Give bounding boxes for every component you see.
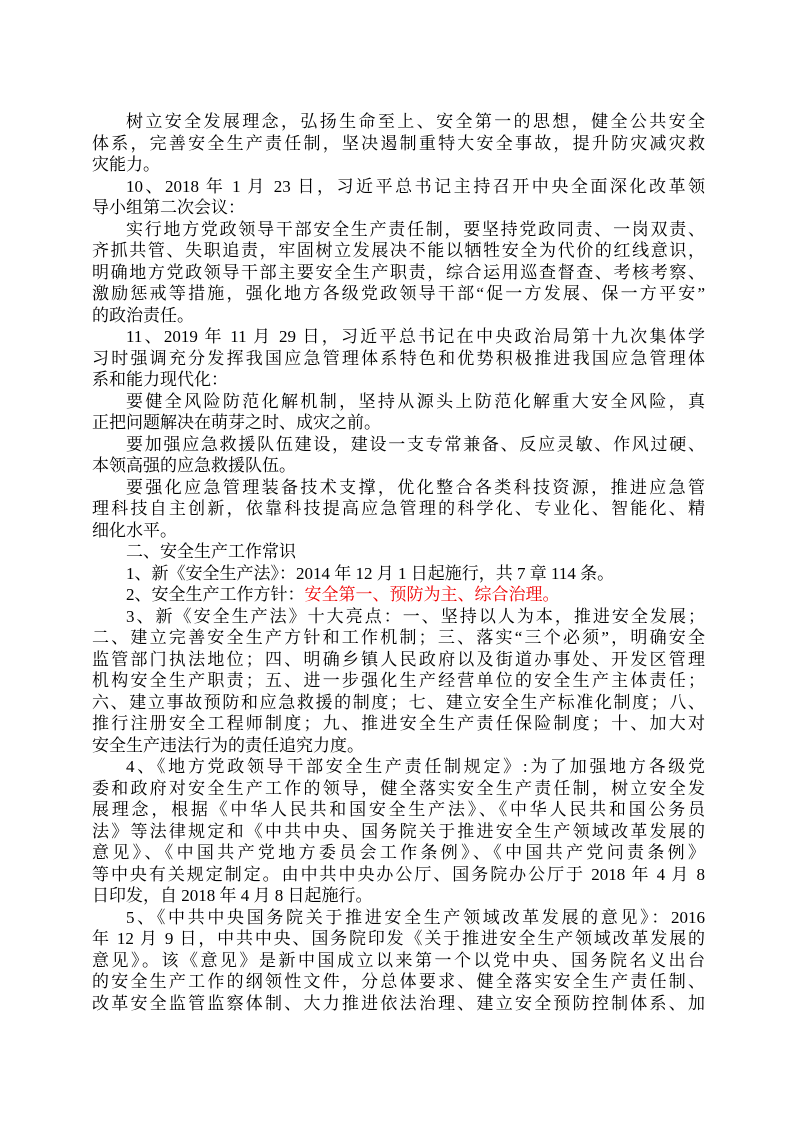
text-line (92, 993, 705, 1015)
body-text: 细化水平。 (92, 520, 177, 540)
document-body (92, 111, 705, 1014)
body-text: 的安全生产工作的纲领性文件，分总体要求、健全落实安全生产责任制、 (92, 972, 705, 991)
body-text: 改革安全监管监察体制、大力推进依法治理、建立安全预防控制体系、加 (92, 993, 705, 1013)
text-line (92, 154, 705, 176)
item-1-new-safety-law (92, 563, 705, 585)
text-line (92, 971, 705, 993)
text-line (92, 197, 705, 219)
text-line (92, 778, 705, 800)
text-line (92, 713, 705, 735)
text-line (92, 326, 705, 348)
text-line (92, 928, 705, 950)
body-text: 11、2019 年 11 月 29 日，习近平总书记在中央政治局第十九次集体学 (126, 327, 705, 346)
body-text: 等中央有关规定制定。由中共中央办公厅、国务院办公厅于 2018 年 4 月 8 (92, 864, 705, 884)
body-text: 六、建立事故预防和应急救援的制度；七、建立安全生产标准化制度；八、 (92, 692, 705, 712)
body-text: 树立安全发展理念，弘扬生命至上、安全第一的思想，健全公共安全 (126, 112, 705, 131)
para-point-10 (92, 176, 705, 219)
text-line (92, 735, 705, 757)
text-line (92, 240, 705, 262)
text-line (92, 477, 705, 499)
body-text: 本领高强的应急救援队伍。 (92, 456, 296, 475)
text-line (92, 649, 705, 671)
body-text: 二、建立完善安全生产方针和工作机制；三、落实“三个必须”，明确安全 (92, 628, 705, 647)
body-text: 实行地方党政领导干部安全生产责任制，要坚持党政同责、一岗双责、 (126, 219, 705, 239)
para-opening-continuation (92, 111, 705, 176)
body-text: 要加强应急救援队伍建设，建设一支专常兼备、反应灵敏、作风过硬、 (126, 434, 705, 454)
text-line (92, 584, 705, 606)
body-text: 3、新《安全生产法》十大亮点：一、坚持以人为本，推进安全发展； (126, 606, 705, 626)
text-line (92, 606, 705, 628)
text-line (92, 864, 705, 886)
para-point-11-detail-1 (92, 391, 705, 434)
body-text: 正把问题解决在萌芽之时、成灾之前。 (92, 413, 381, 432)
text-line (92, 563, 705, 585)
body-text: 意见》。该《意见》是新中国成立以来第一个以党中央、国务院名义出台 (92, 950, 705, 970)
body-text: 推行注册安全工程师制度；九、推进安全生产责任保险制度；十、加大对 (92, 714, 705, 733)
body-text: 明确地方党政领导干部主要安全生产职责，综合运用巡查督查、考核考察、 (92, 262, 705, 282)
section-heading-2 (92, 541, 705, 563)
item-3-ten-highlights (92, 606, 705, 757)
body-text: 灾能力。 (92, 155, 160, 174)
para-point-11-detail-2 (92, 434, 705, 477)
body-text: 齐抓共管、失职追责，牢固树立发展决不能以牺牲安全为代价的红线意识， (92, 241, 705, 260)
body-text: 二、安全生产工作常识 (126, 542, 296, 561)
text-line (92, 627, 705, 649)
text-line (92, 799, 705, 821)
body-text: 日印发，自 2018 年 4 月 8 日起施行。 (92, 886, 373, 905)
text-line (92, 412, 705, 434)
text-line (92, 391, 705, 413)
item-4-local-party-regulation (92, 756, 705, 907)
text-line (92, 670, 705, 692)
text-line (92, 219, 705, 241)
text-line (92, 262, 705, 284)
body-text: 1、新《安全生产法》：2014 年 12 月 1 日起施行，共 7 章 114 条。 (126, 563, 615, 583)
text-line (92, 842, 705, 864)
body-text: 系和能力现代化： (92, 370, 228, 389)
body-text: 导小组第二次会议： (92, 198, 245, 217)
body-text: 法》等法律规定和《中共中央、国务院关于推进安全生产领域改革发展的 (92, 821, 705, 841)
body-text: 2、安全生产工作方针： (126, 585, 305, 604)
body-text: 委和政府对安全生产工作的领导，健全落实安全生产责任制，树立安全发 (92, 778, 705, 798)
item-2-work-policy (92, 584, 705, 606)
body-text: 要健全风险防范化解机制，坚持从源头上防范化解重大安全风险，真 (126, 391, 705, 411)
text-line (92, 498, 705, 520)
body-text: 安全生产违法行为的责任追究力度。 (92, 735, 364, 755)
body-text: 意见》、《中国共产党地方委员会工作条例》、《中国共产党问责条例》 (92, 843, 705, 862)
red-emphasis-text: 安全第一、预防为主、综合治理。 (304, 585, 560, 604)
body-text: 激励惩戒等措施，强化地方各级党政领导干部“促一方发展、保一方平安” (92, 284, 705, 303)
text-line (92, 821, 705, 843)
text-line (92, 541, 705, 563)
text-line (92, 348, 705, 370)
para-point-11-detail-3 (92, 477, 705, 542)
body-text: 监管部门执法地位；四、明确乡镇人民政府以及街道办事处、开发区管理 (92, 649, 705, 669)
body-text: 体系，完善安全生产责任制，坚决遏制重特大安全事故，提升防灾减灾救 (92, 133, 705, 153)
text-line (92, 756, 705, 778)
body-text: 10、2018 年 1 月 23 日，习近平总书记主持召开中央全面深化改革领 (126, 176, 705, 196)
item-5-reform-opinion (92, 907, 705, 1015)
body-text: 的政治责任。 (92, 305, 194, 325)
text-line (92, 907, 705, 929)
body-text: 年 12 月 9 日，中共中央、国务院印发《关于推进安全生产领域改革发展的 (92, 929, 705, 948)
text-line (92, 520, 705, 542)
para-point-10-detail (92, 219, 705, 327)
body-text: 4、《地方党政领导干部安全生产责任制规定》:为了加强地方各级党 (126, 757, 705, 776)
text-line (92, 369, 705, 391)
body-text: 机构安全生产职责；五、进一步强化生产经营单位的安全生产主体责任； (92, 671, 705, 690)
text-line (92, 455, 705, 477)
body-text: 理科技自主创新，依靠科技提高应急管理的科学化、专业化、智能化、精 (92, 499, 705, 518)
text-line (92, 283, 705, 305)
body-text: 习时强调充分发挥我国应急管理体系特色和优势积极推进我国应急管理体 (92, 348, 705, 368)
text-line (92, 133, 705, 155)
text-line (92, 434, 705, 456)
text-line (92, 950, 705, 972)
text-line (92, 111, 705, 133)
text-line (92, 305, 705, 327)
text-line (92, 885, 705, 907)
text-line (92, 176, 705, 198)
para-point-11 (92, 326, 705, 391)
body-text: 展理念，根据《中华人民共和国安全生产法》、《中华人民共和国公务员 (92, 800, 705, 819)
body-text: 要强化应急管理装备技术支撑，优化整合各类科技资源，推进应急管 (126, 477, 705, 497)
text-line (92, 692, 705, 714)
body-text: 5、《中共中央国务院关于推进安全生产领域改革发展的意见》：2016 (126, 907, 705, 927)
